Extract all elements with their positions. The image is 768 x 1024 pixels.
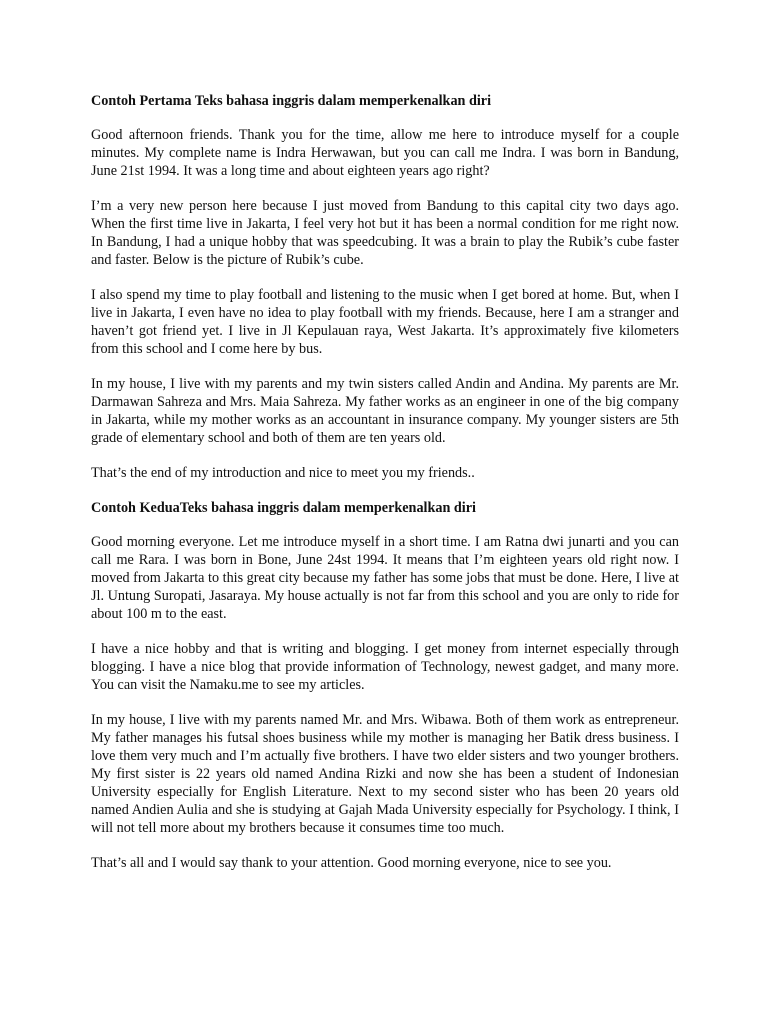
paragraph: I’m a very new person here because I just moved from Bandung to this capital city two days ago. When the first time live in Jakarta, I feel very hot but it has been a normal condition for me right now. In Bandung, I had a unique hobby that was speedcubing. It was a brain to play the Rubik’s cube faster and faster. Below is the picture of Rubik’s cube. <box>91 198 679 268</box>
paragraph: In my house, I live with my parents named Mr. and Mrs. Wibawa. Both of them work as entrepreneur. My father manages his futsal shoes business while my mother is managing her Batik dress business. I love them very much and I’m actually five brothers. I have two elder sisters and two younger brothers. My first sister is 22 years old named Andina Rizki and now she has been a student of Indonesian University especially for English Literature. Next to my second sister who has been 20 years old named Andien Aulia and she is studying at Gajah Mada University especially for Psychology. I think, I will not tell more about my brothers because it consumes time too much. <box>91 712 679 836</box>
paragraph: That’s all and I would say thank to your attention. Good morning everyone, nice to see you. <box>91 855 612 871</box>
paragraph: Good morning everyone. Let me introduce myself in a short time. I am Ratna dwi junarti and you can call me Rara. I was born in Bone, June 24st 1994. It means that I’m eighteen years old right now. I moved from Jakarta to this great city because my father has some jobs that must be done. Here, I live at Jl. Untung Suropati, Jasaraya. My house actually is not far from this school and you are only to ride for about 100 m to the east. <box>91 534 679 622</box>
paragraph: I also spend my time to play football and listening to the music when I get bored at home. But, when I live in Jakarta, I even have no idea to play football with my friends. Because, here I am a stranger and haven’t got friend yet. I live in Jl Kepulauan raya, West Jakarta. It’s approximately five kilometers from this school and I come here by bus. <box>91 287 679 357</box>
paragraph: Good afternoon friends. Thank you for the time, allow me here to introduce myself for a couple minutes. My complete name is Indra Herwawan, but you can call me Indra. I was born in Bandung, June 21st 1994. It was a long time and about eighteen years ago right? <box>91 127 679 179</box>
section-first-example <box>91 92 679 482</box>
paragraph: I have a nice hobby and that is writing and blogging. I get money from internet especially through blogging. I have a nice blog that provide information of Technology, newest gadget, and many more. You can visit the Namaku.me to see my articles. <box>91 641 679 693</box>
paragraph: That’s the end of my introduction and nice to meet you my friends.. <box>91 465 475 481</box>
section-heading: Contoh Pertama Teks bahasa inggris dalam memperkenalkan diri <box>91 93 492 109</box>
document-page <box>91 92 679 889</box>
section-heading: Contoh KeduaTeks bahasa inggris dalam memperkenalkan diri <box>91 500 476 516</box>
section-second-example <box>91 499 679 872</box>
paragraph: In my house, I live with my parents and my twin sisters called Andin and Andina. My parents are Mr. Darmawan Sahreza and Mrs. Maia Sahreza. My father works as an engineer in one of the big company in Jakarta, while my mother works as an accountant in insurance company. My younger sisters are 5th grade of elementary school and both of them are ten years old. <box>91 376 679 446</box>
